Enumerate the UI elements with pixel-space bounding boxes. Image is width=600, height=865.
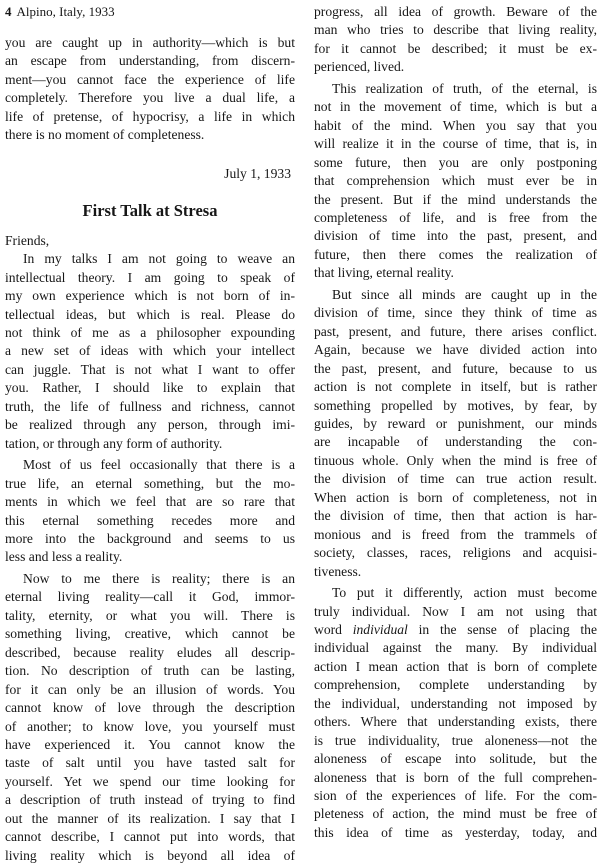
paragraph (314, 3, 597, 77)
text-line: cannot describe, I cannot put into words, that (5, 829, 295, 845)
paragraph (314, 584, 597, 842)
paragraph (5, 456, 295, 567)
text-line: man who tries to describe that living reality, (314, 22, 597, 38)
text-line: tellectual ideas, but which is real. Please do (5, 306, 295, 322)
running-title: Alpino, Italy, 1933 (16, 4, 115, 19)
text-line: Most of us feel occasionally that there is a (23, 457, 295, 473)
text-run: in the sense of placing the (407, 621, 597, 637)
text-line: for it cannot be described; it must be ex- (314, 40, 597, 56)
page-number: 4 (5, 4, 12, 19)
text-run: word (314, 621, 353, 637)
text-line: pleteness of action, the mind must be free of (314, 806, 597, 822)
text-line: tation, or through any form of authority. (5, 435, 223, 451)
text-line: division of time into the past, present, and (314, 228, 597, 244)
text-line: guides, by reward or punishment, our minds (314, 415, 597, 431)
text-line: tion. No description of truth can be lasting, (5, 663, 295, 679)
text-line: are incapable of understanding the con- (314, 434, 597, 450)
text-line: others. Where that understanding exists, there (314, 714, 597, 730)
salutation: Friends, (5, 232, 50, 248)
continuation-paragraph (5, 34, 295, 145)
text-line: living reality which is beyond all idea of (5, 847, 295, 863)
text-line: perienced, lived. (314, 59, 405, 75)
text-line: not in the movement of time, which is but a (314, 99, 597, 115)
text-line: Now to me there is reality; there is an (23, 570, 295, 586)
text-line: individual against the many. By individual (314, 640, 597, 656)
text-line: When action is born of completeness, not in (314, 489, 597, 505)
text-line: cannot know of love through the description (5, 700, 295, 716)
text-line: you. Rather, I should like to explain that (5, 380, 295, 396)
text-line: life of pretense, of hypocrisy, a life in which (5, 108, 295, 124)
text-line: something propelled by motives, by fear, by (314, 397, 597, 413)
text-line: Again, because we have divided action into (314, 342, 597, 358)
text-line (314, 621, 597, 639)
text-line: taste of salt until you have tasted salt for (5, 755, 295, 771)
text-line: yourself. Yet we spend our time looking for (5, 773, 295, 789)
text-line: will realize it in the course of time, that is, in (314, 136, 597, 152)
text-line: truly individual. Now I am not using that (314, 603, 597, 619)
text-line: completely. Therefore you live a dual life, a (5, 90, 295, 106)
text-line: completeness of life, and is free from the (314, 209, 597, 225)
text-line: aloneness that is born of the full comprehen- (314, 769, 597, 785)
text-line: can juggle. That is not what I want to offer (5, 361, 295, 377)
text-line: something living, creative, which cannot be (5, 626, 295, 642)
text-line: there is no moment of completeness. (5, 127, 205, 143)
text-line: be realized through any person, through imi- (5, 417, 295, 433)
text-line: But since all minds are caught up in the (332, 286, 597, 302)
text-line: is true individuality, true aloneness—not the (314, 732, 597, 748)
emphasized-word: individual (352, 621, 408, 637)
running-header (5, 3, 115, 21)
text-line: habit of the mind. When you say that you (314, 117, 597, 133)
paragraph (5, 570, 295, 865)
text-line: future, then there comes the realization of (314, 246, 597, 262)
left-column (5, 34, 295, 865)
text-line: society, classes, races, religions and acquisi- (314, 545, 597, 561)
text-line: described, because reality eludes all descrip- (5, 644, 295, 660)
text-line: ment—you cannot face the experience of life (5, 71, 295, 87)
text-line: sion of the experiences of life. For the com- (314, 788, 597, 804)
text-line: you are caught up in authority—which is but (5, 35, 295, 50)
text-line: more into the background and seems to us (5, 530, 295, 546)
text-line: comprehension, complete understanding by (314, 677, 597, 693)
right-column (314, 3, 597, 842)
text-line: past, present, and future, there arises conflict. (314, 323, 597, 339)
text-line: intellectual theory. I am going to speak of (5, 269, 295, 285)
text-line: truth, the life of fullness and richness, cannot (5, 398, 295, 414)
text-line: a new set of ideas with which your intellect (5, 343, 295, 359)
text-line: eternal living reality—call it God, immor- (5, 589, 295, 605)
text-line: monious and is freed from the trammels of (314, 526, 597, 542)
text-line: this eternal something recedes more and (5, 512, 295, 528)
text-line: action I mean action that is born of complete (314, 658, 597, 674)
text-line: an escape from understanding, from discern- (5, 53, 295, 69)
text-line: for it can only be an illusion of words. You (5, 681, 295, 697)
text-line: some future, then you are only postponing (314, 154, 597, 170)
text-line: that living, eternal reality. (314, 265, 454, 281)
text-line: this idea of time as yesterday, today, and (314, 824, 597, 840)
text-line: aloneness of escape into solitude, but the (314, 751, 597, 767)
text-line: the past, present, and future, because to us (314, 360, 597, 376)
text-line: tinuous whole. Only when the mind is free of (314, 452, 597, 468)
text-line: ments in which we feel that are so rare that (5, 494, 295, 510)
text-line: my own experience which is not born of in- (5, 288, 295, 304)
text-line: tiveness. (314, 563, 362, 579)
text-line: division of time, since they think of time as (314, 305, 597, 321)
paragraph (314, 80, 597, 283)
text-line: This realization of truth, of the eternal, is (332, 80, 597, 96)
talk-title: First Talk at Stresa (82, 200, 218, 220)
talk-date: July 1, 1933 (224, 165, 291, 181)
text-line: the division of time can true action result. (314, 471, 597, 487)
text-line: the individual, understanding not imposed by (314, 695, 597, 711)
text-line: progress, all idea of growth. Beware of the (314, 4, 597, 19)
text-line: that comprehension which must ever be in (314, 173, 597, 189)
paragraph (5, 250, 295, 453)
text-line: not think of me as a philosopher expounding (5, 324, 295, 340)
text-line: the division of time, then that action is har- (314, 508, 597, 524)
text-line: In my talks I am not going to weave an (23, 251, 295, 267)
text-line: the present. But if the mind understands the (314, 191, 597, 207)
text-line: true life, an eternal something, but the mo- (5, 475, 295, 491)
text-line: of another; to know love, you yourself must (5, 718, 295, 734)
text-line: out the manner of its realization. I say that I (5, 810, 295, 826)
text-line: a description of truth instead of trying to find (5, 792, 295, 808)
text-line: To put it differently, action must become (332, 585, 597, 601)
text-line: have experienced it. You cannot know the (5, 736, 295, 752)
text-line: action is not complete in itself, but is rather (314, 379, 597, 395)
paragraph (314, 286, 597, 581)
text-line: less and less a reality. (5, 549, 123, 565)
text-line: tality, eternity, or what you will. There is (5, 607, 295, 623)
